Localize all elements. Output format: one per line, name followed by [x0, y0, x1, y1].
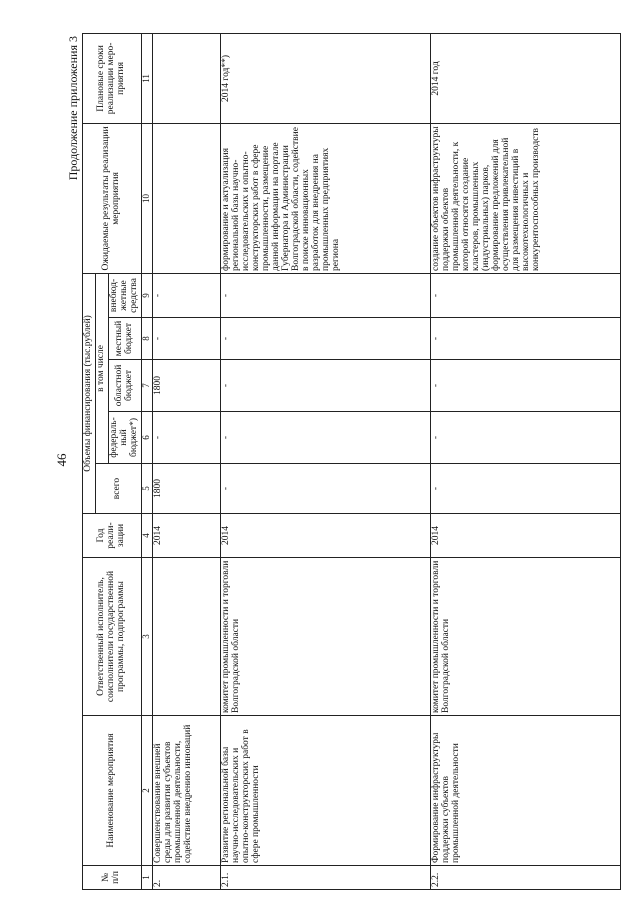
header-funding: Объемы финансирования (тыс.рублей) [83, 273, 96, 513]
row-name: Развитие региональной базы научно-исследовательских и опытно-конструкторских работ в сфере промышленности [220, 716, 430, 866]
column-numbers-row [141, 33, 152, 889]
row-result [152, 123, 220, 273]
row-result: создание объектов инфраструктуры поддержки объектов промышленной деятельности, к которой относятся создание кластеров, промышленных (индустриальных) парков, формирование предложений для осуществления привлекательной для размещения инвестиций в высокотехнологичных и конкурентоспособных производств [430, 123, 620, 273]
row-extrabudget: - [430, 273, 620, 317]
measures-table [82, 33, 621, 890]
row-name: Формирование инфраструктуры поддержки субъектов промышленной деятельности [430, 716, 620, 866]
header-responsible: Ответственный исполнитель, соисполнители государственной программы, подпрограммы [83, 558, 142, 716]
row-term [152, 33, 220, 123]
row-name: Совершенствование внешней среды для развития субъектов промышленной деятельности, содействие внедрению инноваций [152, 716, 220, 866]
row-federal: - [152, 412, 220, 464]
col-number: 4 [141, 514, 152, 558]
row-responsible [152, 558, 220, 716]
row-total: - [430, 464, 620, 514]
rotated-page [54, 30, 606, 890]
row-extrabudget: - [220, 273, 430, 317]
header-regional: областной бюджет [108, 360, 141, 412]
row-num: 2.2. [430, 866, 620, 890]
row-term: 2014 год**) [220, 33, 430, 123]
row-extrabudget: - [152, 273, 220, 317]
col-number: 10 [141, 123, 152, 273]
header-federal: федеральный бюджет*) [108, 412, 141, 464]
header-total: всего [95, 464, 141, 514]
continuation-note: Продолжение приложения 3 [66, 36, 80, 181]
col-number: 7 [141, 360, 152, 412]
header-results: Ожидаемые результаты реализации мероприятия [83, 123, 142, 273]
header-num: № п/п [83, 866, 142, 890]
row-total: 1800 [152, 464, 220, 514]
row-federal: - [220, 412, 430, 464]
col-number: 3 [141, 558, 152, 716]
page-number: 46 [54, 453, 69, 467]
row-federal: - [430, 412, 620, 464]
col-number: 6 [141, 412, 152, 464]
row-term: 2014 год [430, 33, 620, 123]
col-number: 2 [141, 716, 152, 866]
col-number: 5 [141, 464, 152, 514]
table-row [152, 33, 220, 889]
row-num: 2.1. [220, 866, 430, 890]
header-local: местный бюджет [108, 318, 141, 360]
row-responsible: комитет промышленности и торговли Волгоградской области [430, 558, 620, 716]
col-number: 11 [141, 33, 152, 123]
row-local: - [152, 318, 220, 360]
table-row [430, 33, 620, 889]
row-regional: - [220, 360, 430, 412]
row-year: 2014 [152, 514, 220, 558]
row-regional: - [430, 360, 620, 412]
row-local: - [220, 318, 430, 360]
row-year: 2014 [220, 514, 430, 558]
header-year: Год реализации [83, 514, 142, 558]
row-responsible: комитет промышленности и торговли Волгоградской области [220, 558, 430, 716]
row-year: 2014 [430, 514, 620, 558]
row-local: - [430, 318, 620, 360]
header-terms: Плановые сроки реализации мероприятия [83, 33, 142, 123]
col-number: 9 [141, 273, 152, 317]
row-total: - [220, 464, 430, 514]
row-result: формирование и актуализация региональной базы научно-исследовательских и опытно-конструкторских работ в сфере промышленности, размещение данной информации на портале Губернатора и Администрации Волгоградской области, содействие в поиске инновационных разработок для внедрения на промышленных предприятиях региона [220, 123, 430, 273]
row-num: 2. [152, 866, 220, 890]
row-regional: 1800 [152, 360, 220, 412]
header-name: Наименование мероприятия [83, 716, 142, 866]
header-including: в том числе [95, 273, 108, 463]
col-number: 8 [141, 318, 152, 360]
table-row [220, 33, 430, 889]
header-extrabudget: внебюджетные средства [108, 273, 141, 317]
col-number: 1 [141, 866, 152, 890]
